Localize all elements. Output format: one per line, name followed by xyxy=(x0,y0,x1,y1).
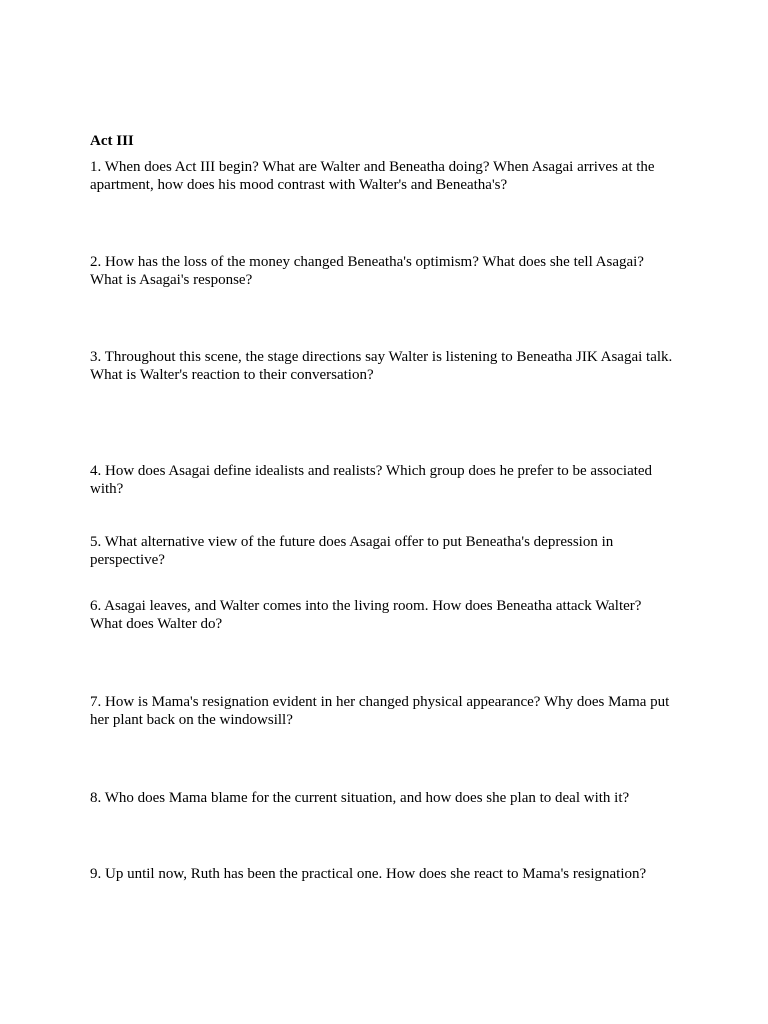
question-5 xyxy=(90,533,690,569)
question-7-line-2: her plant back on the windowsill? xyxy=(90,712,293,728)
question-1-line-2: apartment, how does his mood contrast with Walter's and Beneatha's? xyxy=(90,177,508,193)
question-5-line-1: 5. What alternative view of the future does Asagai offer to put Beneatha's depression in xyxy=(90,534,614,550)
question-9-line-1: 9. Up until now, Ruth has been the practical one. How does she react to Mama's resignation? xyxy=(90,866,647,882)
question-2-line-1: 2. How has the loss of the money changed Beneatha's optimism? What does she tell Asagai? xyxy=(90,254,644,270)
section-heading: Act III xyxy=(90,133,134,149)
question-4-line-2: with? xyxy=(90,481,124,497)
question-1 xyxy=(90,158,690,194)
question-4-line-1: 4. How does Asagai define idealists and realists? Which group does he prefer to be associated xyxy=(90,463,653,479)
question-3-line-1: 3. Throughout this scene, the stage directions say Walter is listening to Beneatha JIK Asagai talk. xyxy=(90,349,673,365)
question-6-line-1: 6. Asagai leaves, and Walter comes into the living room. How does Beneatha attack Walter? xyxy=(90,598,642,614)
question-8-line-1: 8. Who does Mama blame for the current situation, and how does she plan to deal with it? xyxy=(90,790,630,806)
question-3-line-2: What is Walter's reaction to their conversation? xyxy=(90,367,374,383)
question-6-line-2: What does Walter do? xyxy=(90,616,223,632)
question-4 xyxy=(90,462,690,498)
question-1-line-1: 1. When does Act III begin? What are Walter and Beneatha doing? When Asagai arrives at the xyxy=(90,159,655,175)
question-2-line-2: What is Asagai's response? xyxy=(90,272,253,288)
question-8 xyxy=(90,789,690,807)
question-3 xyxy=(90,348,690,384)
question-2 xyxy=(90,253,690,289)
question-9 xyxy=(90,865,690,883)
question-6 xyxy=(90,597,690,633)
question-7-line-1: 7. How is Mama's resignation evident in her changed physical appearance? Why does Mama put xyxy=(90,694,670,710)
question-5-line-2: perspective? xyxy=(90,552,165,568)
question-7 xyxy=(90,693,690,729)
